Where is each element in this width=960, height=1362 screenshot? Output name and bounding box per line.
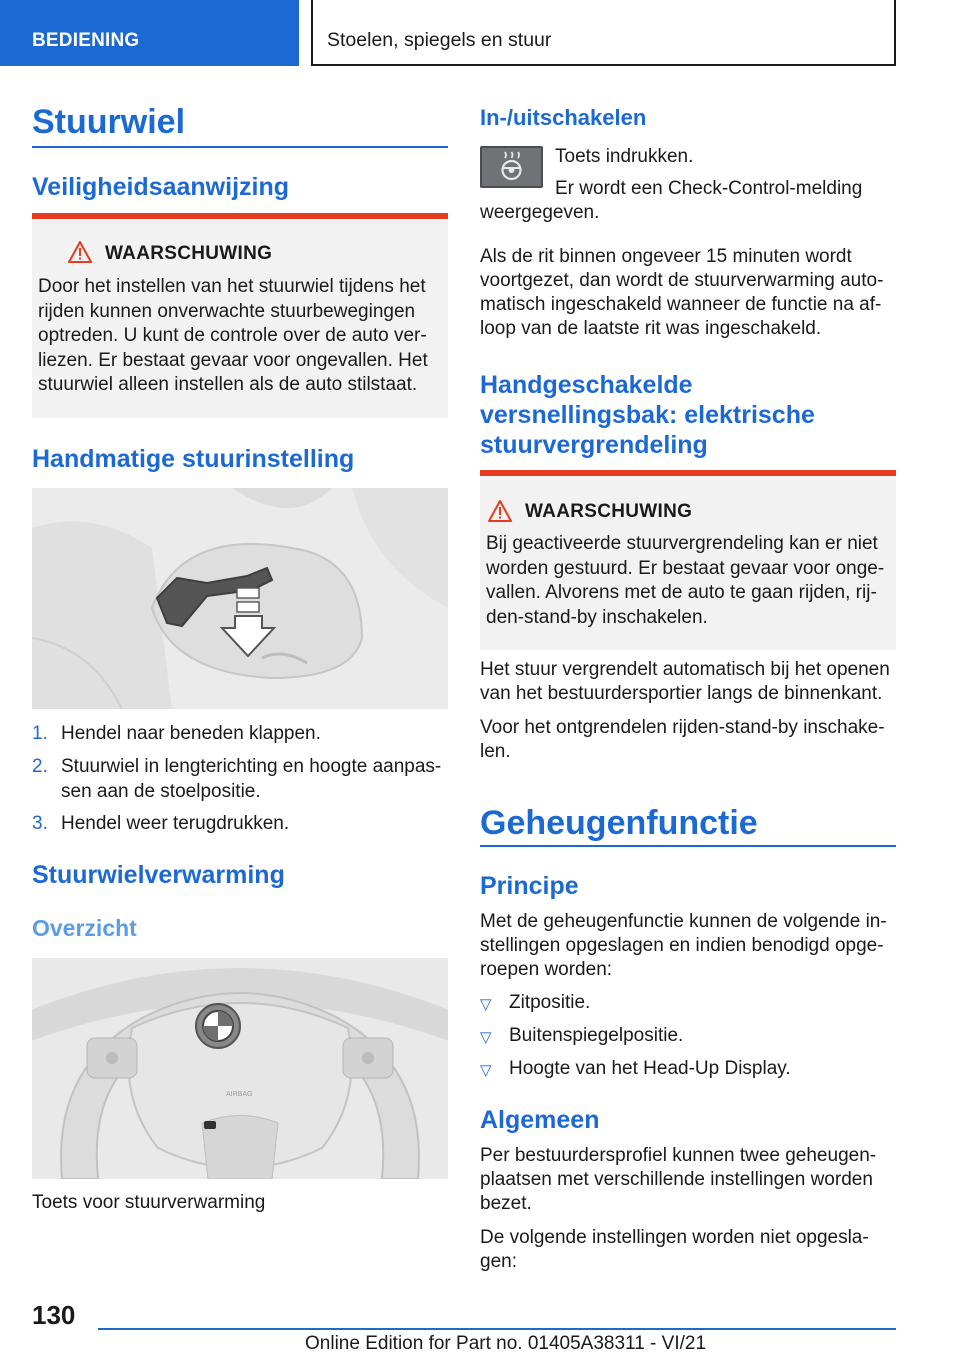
steering-heating-button-image	[480, 146, 543, 188]
heading-manual-adjust: Handmatige stuurinstelling	[32, 445, 355, 473]
warning-box-2	[480, 470, 896, 650]
footer-edition: Online Edition for Part no. 01405A38311 - VI/21	[305, 1333, 707, 1354]
instruction-message: Er wordt een Check-Control-melding	[555, 178, 863, 199]
section-tab	[0, 0, 299, 66]
image-caption: Toets voor stuurverwarming	[32, 1192, 266, 1213]
warning-title: WAARSCHUWING	[525, 501, 693, 522]
chapter-tab	[311, 0, 896, 66]
list-number: 1.	[32, 723, 48, 744]
list-number: 2.	[32, 756, 48, 777]
heading-safety: Veiligheidsaanwijzing	[32, 173, 290, 201]
footer-rule	[98, 1328, 896, 1330]
steering-wheel-illustration	[32, 958, 448, 1179]
warning-text: Bij geactiveerde stuurvergrendeling kan er niet worden gestuurd. Er bestaat gevaar voor onge- vallen. Alvorens met de auto te gaan rijden, rij- den-stand-by inschakelen.	[486, 533, 885, 628]
warning-title: WAARSCHUWING	[105, 243, 273, 264]
bullet-triangle-icon: ▽	[480, 1062, 492, 1079]
auto-enable-paragraph: Als de rit binnen ongeveer 15 minuten wordt voortgezet, dan wordt de stuurverwarming auto- matisch ingeschakeld wanneer de functie na af- loop van de laatste rit was ingeschakeld.	[480, 246, 884, 339]
heading-principle: Principe	[480, 872, 579, 900]
bullet-triangle-icon: ▽	[480, 1029, 492, 1046]
lock-paragraph-1: Het stuur vergrendelt automatisch bij het openen van het bestuurdersportier langs de binnenkant.	[480, 659, 890, 704]
heading-overview: Overzicht	[32, 915, 137, 941]
heading-steering-heating: Stuurwielverwarming	[32, 861, 285, 889]
heading-general: Algemeen	[480, 1106, 600, 1134]
airbag-label: AIRBAG	[226, 1091, 253, 1098]
lock-paragraph-2: Voor het ontgrendelen rijden-stand-by inschake- len.	[480, 717, 885, 762]
page-title-stuurwiel: Stuurwiel	[32, 103, 186, 141]
instruction-message-cont: weergegeven.	[480, 202, 600, 223]
warning-triangle-icon	[68, 241, 92, 263]
instruction-press: Toets indrukken.	[555, 146, 694, 167]
heading-on-off: In-/uitschakelen	[480, 105, 647, 130]
list-number: 3.	[32, 813, 48, 834]
page-number: 130	[32, 1300, 76, 1330]
warning-triangle-icon	[488, 500, 512, 522]
warning-box-1	[32, 213, 448, 418]
principle-paragraph: Met de geheugenfunctie kunnen de volgende in- stellingen opgeslagen en indien benodigd opge- roepen worden:	[480, 911, 887, 980]
warning-text: Door het instellen van het stuurwiel tijdens het rijden kunnen onverwachte stuurbewegingen optreden. U kunt de controle over de auto ver- liezen. Er bestaat gevaar voor ongevallen. Het stuurwiel alleen instellen als de auto stilstaat.	[38, 276, 428, 395]
memory-title-rule	[480, 845, 896, 847]
not-stored-paragraph: De volgende instellingen worden niet opgesla- gen:	[480, 1227, 869, 1272]
chapter-title: Stoelen, spiegels en stuur	[327, 29, 552, 51]
general-paragraph: Per bestuurdersprofiel kunnen twee geheugen- plaatsen met verschillende instellingen worden bezet.	[480, 1145, 877, 1214]
heading-steering-lock: Handgeschakelde versnellingsbak: elektrische stuurvergrendeling	[480, 371, 815, 459]
title-rule	[32, 146, 448, 148]
heading-memory-function: Geheugenfunctie	[480, 804, 758, 842]
bullet-triangle-icon: ▽	[480, 996, 492, 1013]
section-title: BEDIENING	[32, 30, 140, 51]
steering-lever-illustration	[32, 488, 448, 709]
